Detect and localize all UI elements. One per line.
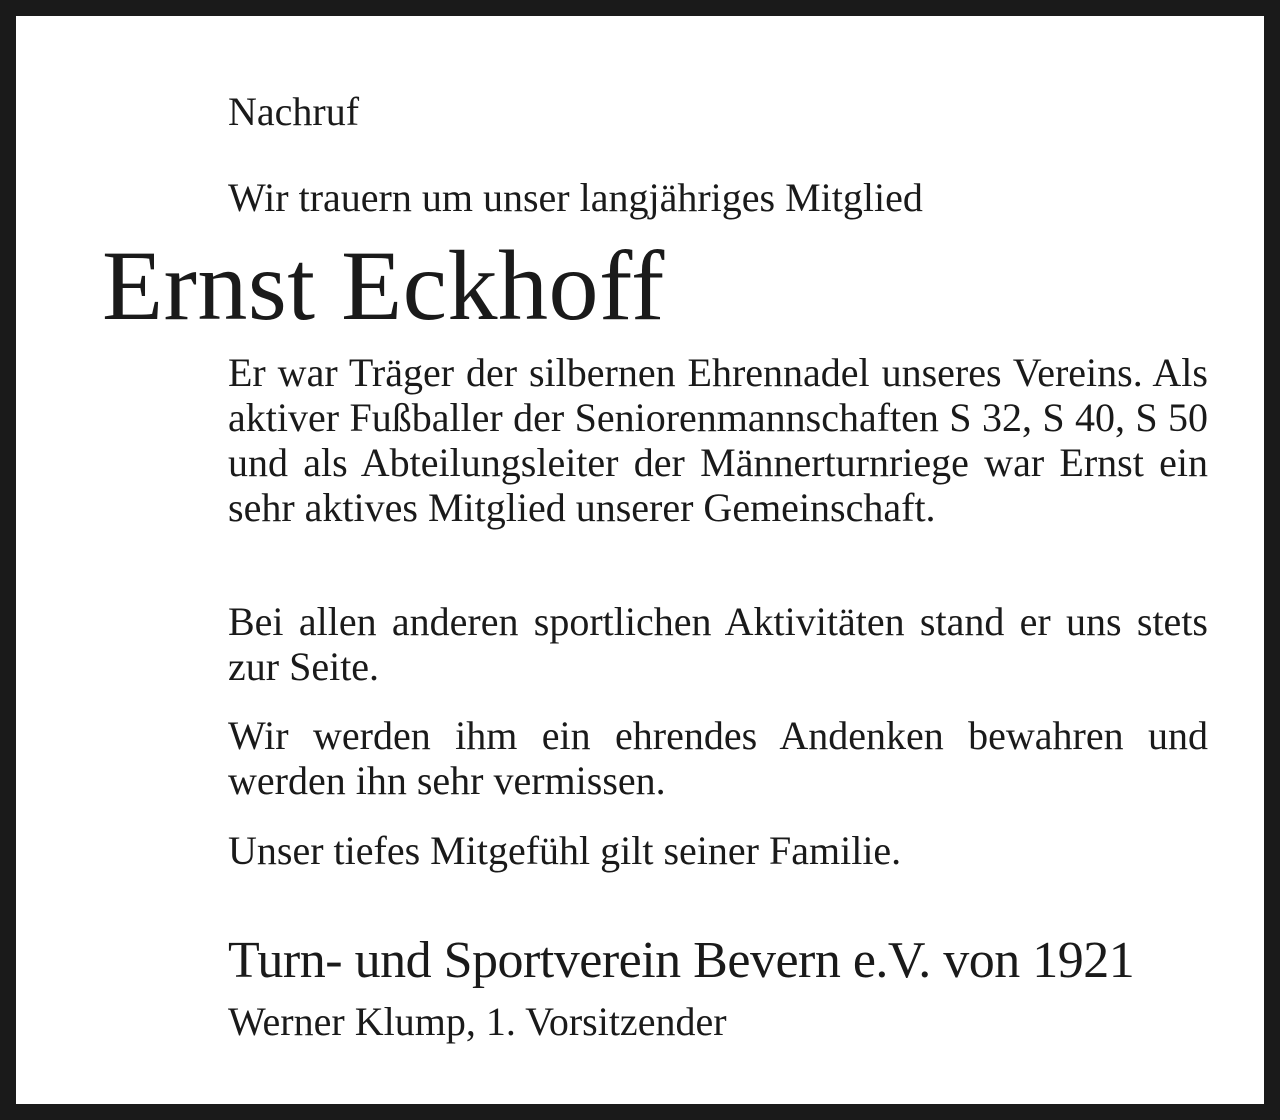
- notice-heading: Nachruf: [228, 89, 360, 134]
- deceased-name: Ernst Eckhoff: [102, 230, 665, 341]
- signer-name: Werner Klump, 1. Vorsitzender: [228, 999, 727, 1044]
- paragraph-honors: Er war Träger der silbernen Ehrennadel unseres Vereins. Als aktiver Fußballer der Seniorenmannschaften S 32, S 40, S 50 und als Abteilungsleiter der Männerturnriege war Ernst ein sehr aktives Mitglied unserer Gemeinschaft.: [228, 350, 1208, 530]
- notice-intro: Wir trauern um unser langjähriges Mitglied: [228, 175, 923, 220]
- paragraph-support: Bei allen anderen sportlichen Aktivitäten stand er uns stets zur Seite.: [228, 599, 1208, 689]
- paragraph-remembrance: Wir werden ihm ein ehrendes Andenken bewahren und werden ihn sehr vermissen.: [228, 713, 1208, 803]
- club-name: Turn- und Sportverein Bevern e.V. von 1921: [228, 932, 1135, 989]
- paragraph-condolence: Unser tiefes Mitgefühl gilt seiner Familie.: [228, 828, 902, 873]
